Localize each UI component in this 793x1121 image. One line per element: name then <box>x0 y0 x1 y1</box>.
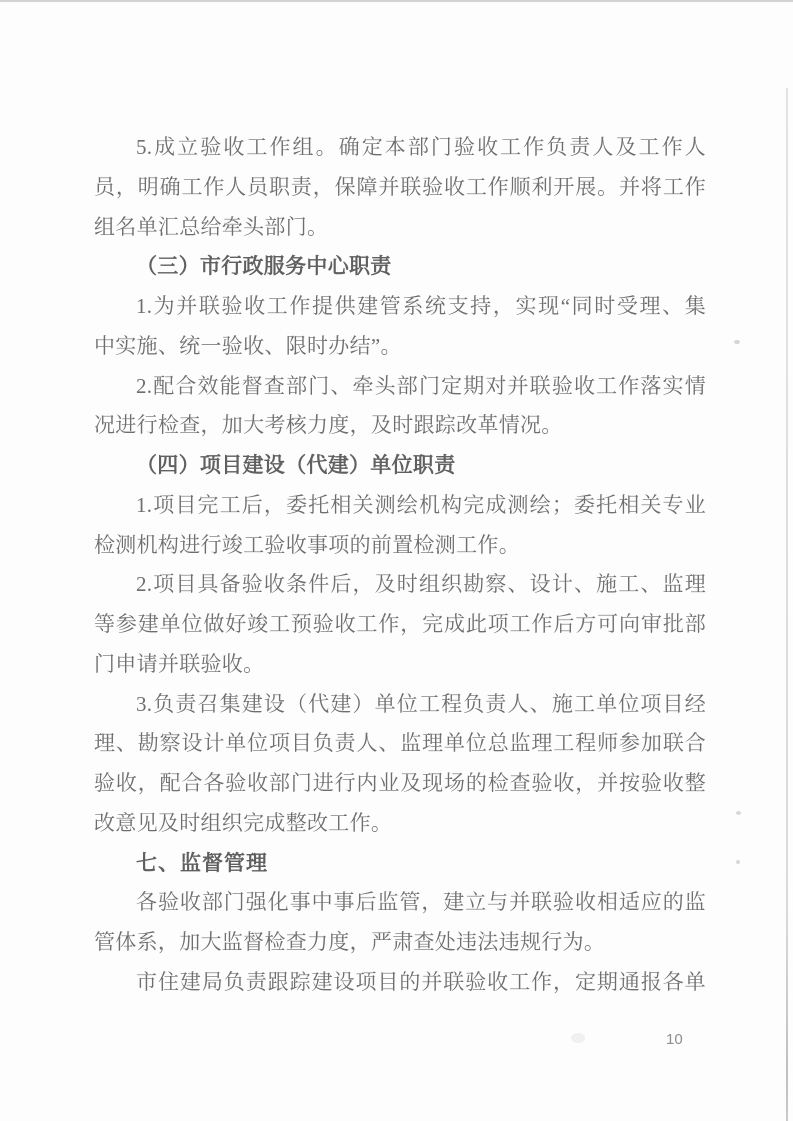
paragraph <box>94 883 706 963</box>
text-line: 2.配合效能督查部门、牵头部门定期对并联验收工作落实情 <box>136 373 706 398</box>
paragraph <box>94 565 706 684</box>
text-line: 员，明确工作人员职责，保障并联验收工作顺利开展。并将工作 <box>94 174 706 199</box>
text-line: 1.为并联验收工作提供建管系统支持，实现“同时受理、集 <box>136 294 706 318</box>
paragraph <box>94 367 706 447</box>
scan-edge-right <box>786 88 788 1121</box>
text-line: （三）市行政服务中心职责 <box>136 254 392 279</box>
text-line: 2.项目具备验收条件后，及时组织勘察、设计、施工、监理 <box>136 572 706 597</box>
text-line: 改意见及时组织完成整改工作。 <box>94 810 393 835</box>
text-line: 理、勘察设计单位项目负责人、监理单位总监理工程师参加联合 <box>94 731 706 756</box>
document-body <box>94 128 706 1003</box>
scan-speck <box>736 860 740 864</box>
paragraph <box>94 963 706 1003</box>
text-line: （四）项目建设（代建）单位职责 <box>136 453 456 477</box>
paragraph <box>94 128 706 247</box>
page-number: 10 <box>666 1031 683 1048</box>
text-line: 中实施、统一验收、限时办结”。 <box>94 333 402 358</box>
text-line: 门申请并联验收。 <box>94 651 265 676</box>
text-line: 各验收部门强化事中事后监管，建立与并联验收相适应的监 <box>136 890 706 915</box>
section-heading <box>94 247 706 287</box>
text-line: 况进行检查，加大考核力度，及时跟踪改革情况。 <box>94 413 563 438</box>
section-heading <box>94 844 706 884</box>
section-heading <box>94 446 706 486</box>
paragraph <box>94 685 706 844</box>
scan-speck <box>734 340 740 344</box>
scan-speck <box>736 811 741 815</box>
text-line: 5.成立验收工作组。确定本部门验收工作负责人及工作人 <box>136 135 706 159</box>
scan-smudge <box>571 1033 585 1043</box>
text-line: 检测机构进行竣工验收事项的前置检测工作。 <box>94 532 520 557</box>
text-line: 1.项目完工后，委托相关测绘机构完成测绘；委托相关专业 <box>136 492 706 517</box>
text-line: 等参建单位做好竣工预验收工作，完成此项工作后方可向审批部 <box>94 612 706 636</box>
scan-edge-top <box>0 0 793 2</box>
text-line: 组名单汇总给牵头部门。 <box>94 214 329 239</box>
text-line: 市住建局负责跟踪建设项目的并联验收工作，定期通报各单 <box>136 969 706 994</box>
paragraph <box>94 287 706 367</box>
text-line: 管体系，加大监督检查力度，严肃查处违法违规行为。 <box>94 930 606 954</box>
text-line: 七、监督管理 <box>136 851 268 875</box>
text-line: 验收，配合各验收部门进行内业及现场的检查验收，并按验收整 <box>94 771 706 795</box>
paragraph <box>94 486 706 566</box>
text-line: 3.负责召集建设（代建）单位工程负责人、施工单位项目经 <box>136 691 706 716</box>
